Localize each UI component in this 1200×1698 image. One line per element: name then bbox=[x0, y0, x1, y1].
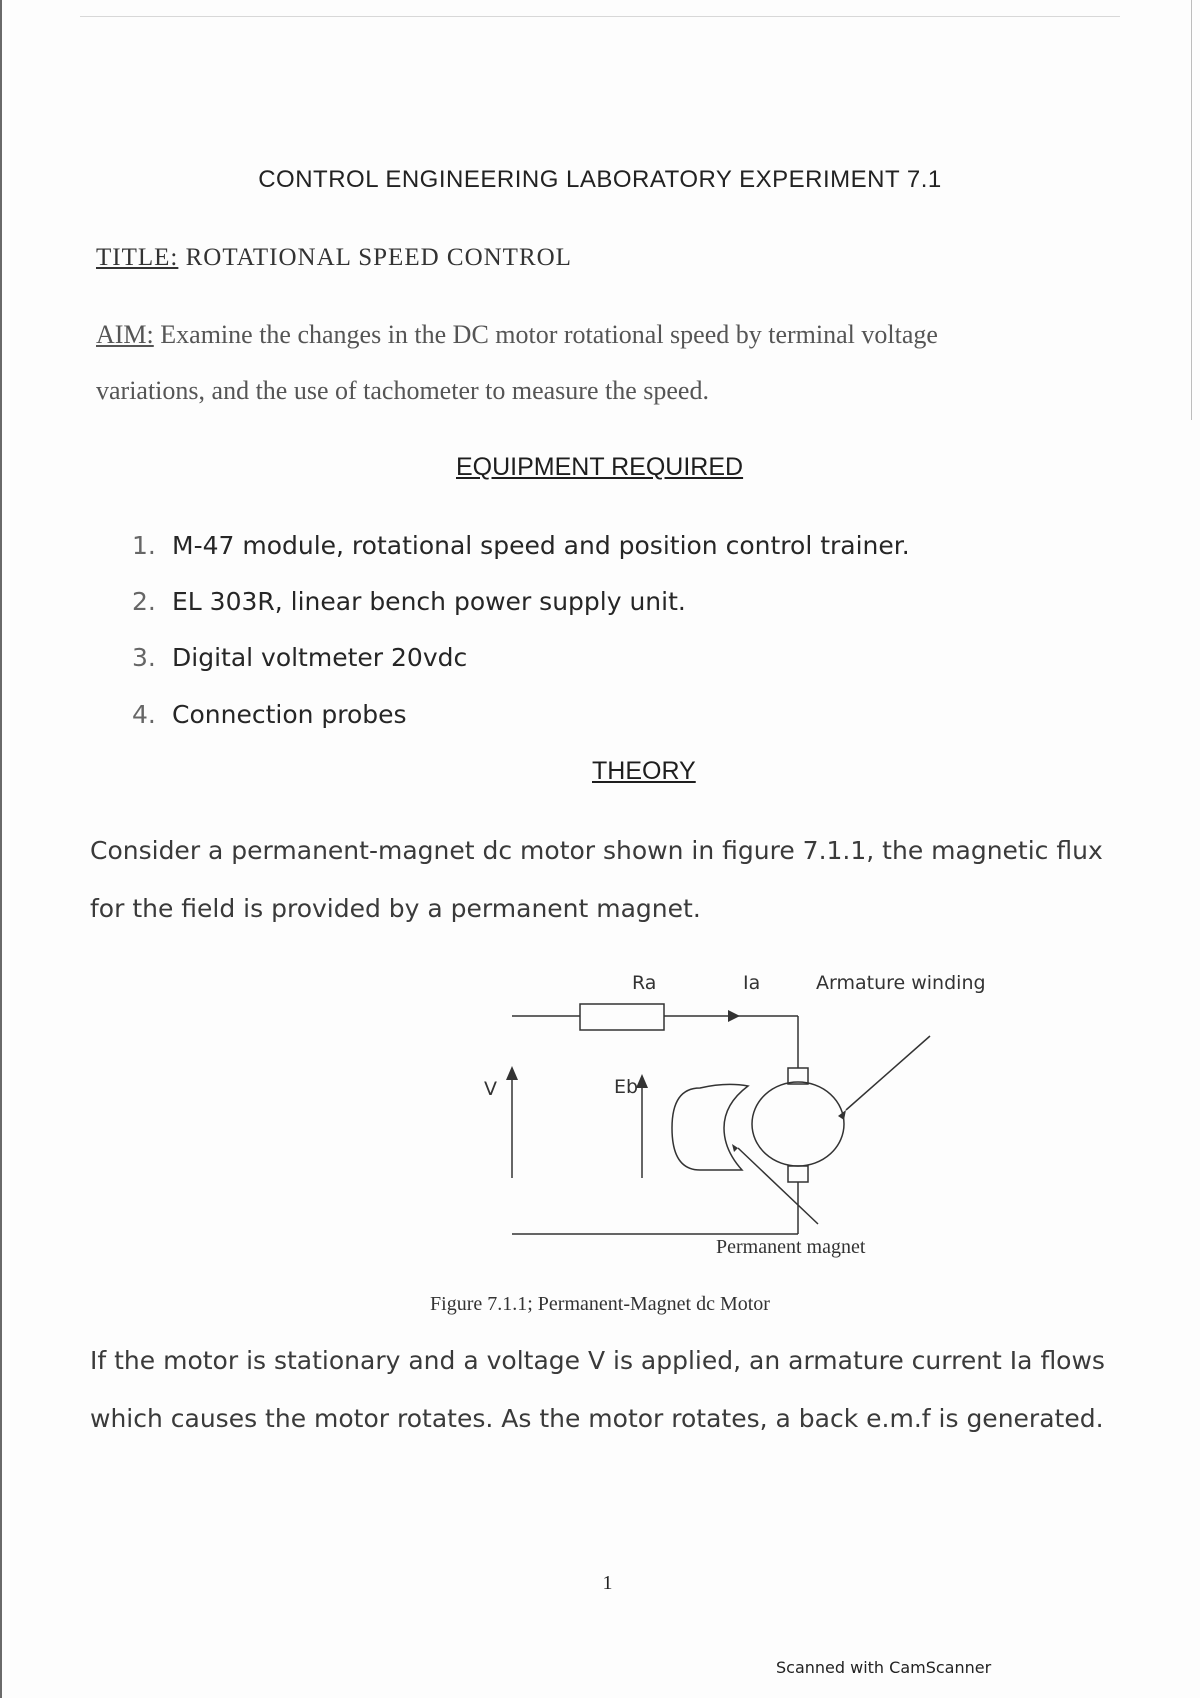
aim-text-1: Examine the changes in the DC motor rotational speed by terminal voltage bbox=[160, 320, 938, 349]
scan-edge-left bbox=[0, 0, 2, 1698]
camscanner-watermark: Scanned with CamScanner bbox=[776, 1658, 992, 1677]
resistor-ra bbox=[580, 1004, 664, 1030]
equipment-item-1 bbox=[132, 531, 910, 560]
label-ra: Ra bbox=[632, 972, 657, 994]
equipment-heading: EQUIPMENT REQUIRED bbox=[456, 453, 744, 481]
list-number: 4. bbox=[132, 700, 156, 729]
aim-label: AIM: bbox=[96, 320, 154, 349]
list-number: 2. bbox=[132, 587, 156, 616]
motor-circuit-diagram bbox=[490, 960, 1010, 1260]
title-text: ROTATIONAL SPEED CONTROL bbox=[185, 244, 572, 271]
armature-pointer-line bbox=[846, 1036, 930, 1110]
list-number: 1. bbox=[132, 531, 156, 560]
aim-line-2: variations, and the use of tachometer to measure the speed. bbox=[96, 376, 709, 405]
theory-para2-line1: If the motor is stationary and a voltage V is applied, an armature current Ia flows bbox=[90, 1346, 1105, 1375]
bottom-brush bbox=[788, 1166, 808, 1182]
page-number: 1 bbox=[602, 1572, 613, 1594]
theory-para1-line2: for the field is provided by a permanent magnet. bbox=[90, 894, 701, 923]
ia-arrowhead bbox=[728, 1010, 740, 1022]
label-ia: Ia bbox=[743, 972, 761, 994]
magnet-pointer-head bbox=[732, 1144, 738, 1152]
theory-heading: THEORY bbox=[592, 757, 696, 785]
list-text: Connection probes bbox=[172, 700, 407, 729]
list-text: Digital voltmeter 20vdc bbox=[172, 643, 468, 672]
list-text: M-47 module, rotational speed and position control trainer. bbox=[172, 531, 910, 560]
label-eb: Eb bbox=[614, 1076, 639, 1098]
v-arrowhead bbox=[506, 1066, 518, 1080]
title-line bbox=[96, 244, 572, 272]
aim-line-1 bbox=[96, 320, 938, 350]
experiment-header: CONTROL ENGINEERING LABORATORY EXPERIMENT 7.1 bbox=[258, 166, 942, 193]
permanent-magnet bbox=[672, 1084, 748, 1170]
scan-edge-top bbox=[80, 16, 1120, 17]
title-label: TITLE: bbox=[96, 244, 179, 271]
list-text: EL 303R, linear bench power supply unit. bbox=[172, 587, 686, 616]
label-armature-winding: Armature winding bbox=[816, 972, 986, 994]
theory-para2-line2: which causes the motor rotates. As the motor rotates, a back e.m.f is generated. bbox=[90, 1404, 1104, 1433]
equipment-item-4 bbox=[132, 700, 407, 729]
equipment-item-3 bbox=[132, 643, 467, 672]
motor-circuit-figure bbox=[484, 960, 1010, 1260]
scan-edge-right bbox=[1191, 0, 1192, 420]
theory-para1-line1: Consider a permanent-magnet dc motor shown in figure 7.1.1, the magnetic flux bbox=[90, 836, 1103, 865]
list-number: 3. bbox=[132, 643, 156, 672]
magnet-pointer-line bbox=[738, 1148, 818, 1224]
armature bbox=[752, 1082, 844, 1166]
label-permanent-magnet: Permanent magnet bbox=[716, 1236, 866, 1258]
label-v: V bbox=[484, 1078, 497, 1100]
equipment-item-2 bbox=[132, 587, 686, 616]
figure-caption: Figure 7.1.1; Permanent-Magnet dc Motor bbox=[430, 1293, 770, 1315]
